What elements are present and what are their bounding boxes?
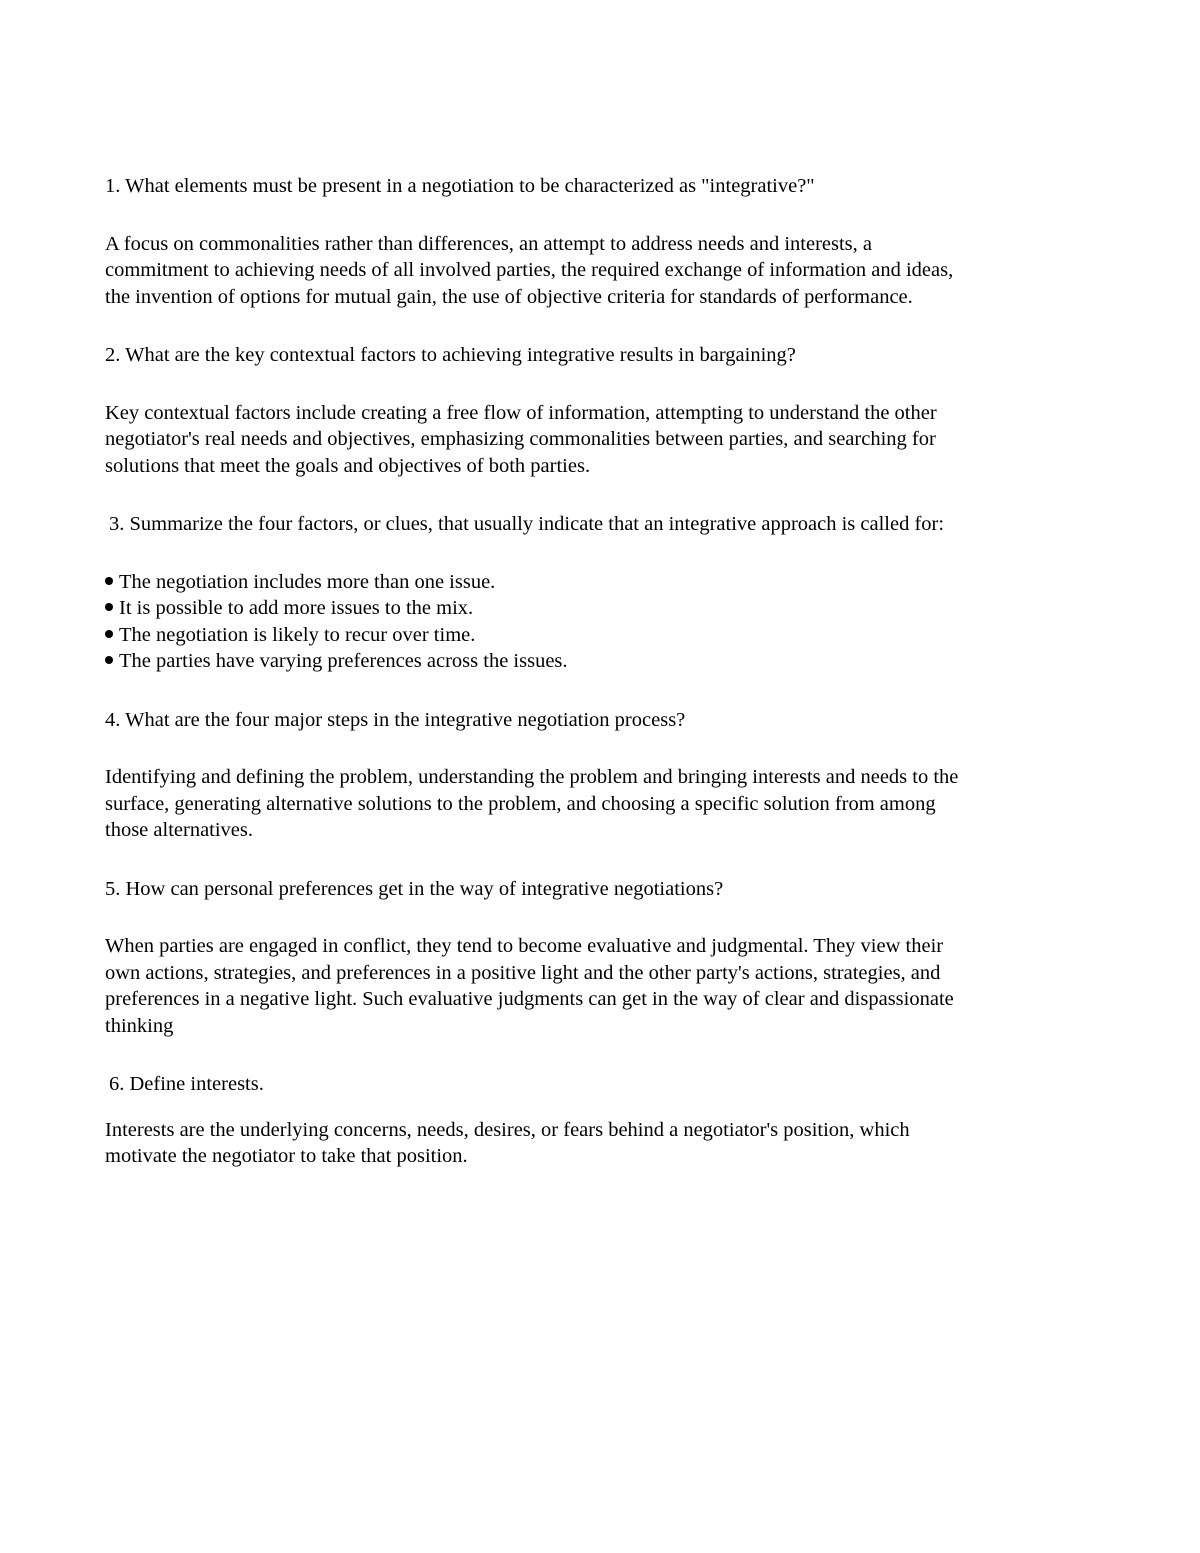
answer-line: motivate the negotiator to take that position.	[105, 1145, 468, 1167]
bullet-item	[105, 595, 1105, 622]
answer-4	[105, 764, 1105, 844]
answer-line: When parties are engaged in conflict, they tend to become evaluative and judgmental. They view their	[105, 935, 944, 957]
bullet-icon	[105, 577, 113, 585]
bullet-icon	[105, 656, 113, 664]
bullet-icon	[105, 630, 113, 638]
answer-line: those alternatives.	[105, 819, 254, 841]
question-6: 6. Define interests.	[109, 1073, 264, 1095]
question-2: 2. What are the key contextual factors to achieving integrative results in bargaining?	[105, 344, 796, 366]
answer-line: solutions that meet the goals and objectives of both parties.	[105, 454, 591, 477]
bullet-text: It is possible to add more issues to the mix.	[119, 597, 474, 619]
answer-2	[105, 400, 1105, 480]
bullet-icon	[105, 603, 113, 611]
question-1: 1. What elements must be present in a negotiation to be characterized as "integrative?"	[105, 175, 815, 197]
answer-line: commitment to achieving needs of all involved parties, the required exchange of information and ideas,	[105, 259, 954, 281]
bullet-item	[105, 569, 1105, 596]
answer-line: surface, generating alternative solutions to the problem, and choosing a specific solution from among	[105, 792, 936, 815]
document-page	[105, 173, 1105, 1202]
answer-line: Key contextual factors include creating a free flow of information, attempting to understand the other	[105, 401, 937, 424]
bullet-item	[105, 622, 1105, 649]
answer-1	[105, 231, 1105, 311]
bullet-item	[105, 648, 1105, 675]
answer-line: own actions, strategies, and preferences in a positive light and the other party's actions, strategies, and	[105, 961, 941, 984]
answer-line: preferences in a negative light. Such evaluative judgments can get in the way of clear and dispassionate	[105, 988, 954, 1010]
factor-bullet-list	[105, 569, 1105, 675]
answer-6	[105, 1117, 1105, 1170]
answer-line: thinking	[105, 1014, 174, 1037]
bullet-text: The negotiation is likely to recur over time.	[119, 623, 476, 646]
answer-line: negotiator's real needs and objectives, emphasizing commonalities between parties, and searching for	[105, 428, 936, 450]
answer-line: Interests are the underlying concerns, needs, desires, or fears behind a negotiator's position, which	[105, 1118, 910, 1141]
bullet-text: The negotiation includes more than one issue.	[119, 570, 496, 593]
bullet-text: The parties have varying preferences across the issues.	[119, 650, 568, 672]
answer-line: A focus on commonalities rather than differences, an attempt to address needs and interests, a	[105, 232, 872, 255]
question-4: 4. What are the four major steps in the integrative negotiation process?	[105, 708, 686, 731]
answer-line: the invention of options for mutual gain, the use of objective criteria for standards of performance.	[105, 285, 913, 308]
question-3: 3. Summarize the four factors, or clues, that usually indicate that an integrative approach is called for:	[109, 513, 945, 535]
answer-line: Identifying and defining the problem, understanding the problem and bringing interests and needs to the	[105, 766, 959, 788]
answer-5	[105, 933, 1105, 1039]
question-5: 5. How can personal preferences get in the way of integrative negotiations?	[105, 877, 724, 900]
